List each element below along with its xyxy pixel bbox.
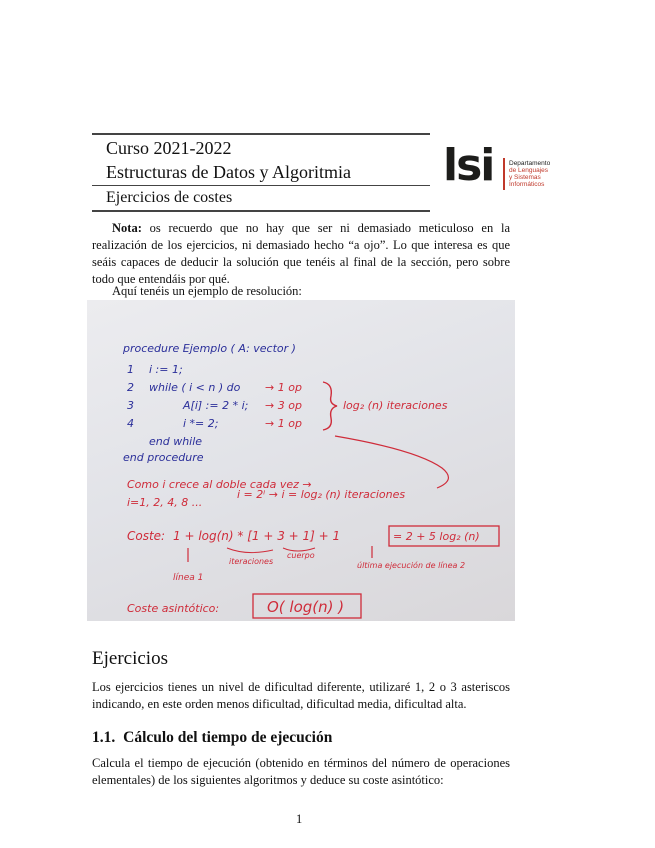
cost-line-4: → 1 op: [265, 417, 302, 430]
end-while: end while: [149, 435, 203, 448]
note-paragraph: [92, 220, 510, 288]
coste-expression: 1 + log(n) * [1 + 3 + 1] + 1: [173, 529, 341, 543]
doc-topic: Ejercicios de costes: [106, 189, 233, 206]
logo-line-3: y Sistemas: [509, 174, 541, 181]
asym-label: Coste asintótico:: [127, 602, 220, 615]
note-label: Nota:: [112, 221, 142, 235]
logo-mark: lsi: [443, 140, 494, 191]
end-procedure: end procedure: [123, 451, 204, 464]
section-paragraph: Los ejercicios tienes un nivel de dificultad diferente, utilizaré 1, 2 o 3 asteriscos indicando, en este orden menos dificultad, dificultad media, dificultad alta.: [92, 680, 510, 711]
proc-header: procedure Ejemplo ( A: vector ): [123, 342, 296, 355]
logo-line-1: Departamento: [509, 160, 551, 167]
iter-underbrace: [227, 548, 273, 553]
ann-ultima: última ejecución de línea 2: [357, 561, 466, 570]
asym-value: O( log(n) ): [267, 598, 345, 616]
como-line-1: Como i crece al doble cada vez →: [127, 478, 312, 491]
cost-line-3: → 3 op: [265, 399, 302, 412]
handwritten-example-photo: [87, 300, 515, 621]
logo-caption: [509, 160, 550, 188]
logo-divider: [503, 158, 505, 190]
course-year: Curso 2021-2022: [106, 138, 232, 158]
code-line-3: A[i] := 2 * i;: [183, 399, 249, 412]
como-line-2b: i = 2ⁱ → i = log₂ (n) iteraciones: [237, 488, 406, 501]
code-line-1: i := 1;: [149, 363, 183, 376]
line-num-1: 1: [127, 363, 134, 376]
lsi-logo: [443, 140, 563, 196]
page-number: 1: [296, 812, 303, 826]
logo-line-4: Informáticos: [509, 181, 545, 188]
line-num-2: 2: [127, 381, 134, 394]
line-num-3: 3: [127, 399, 134, 412]
coste-label: Coste:: [127, 529, 166, 543]
header-bottom-rule: [92, 210, 430, 212]
subsection-title: Cálculo del tiempo de ejecución: [123, 729, 333, 746]
como-line-2a: i=1, 2, 4, 8 ...: [127, 496, 203, 509]
ann-iteraciones: iteraciones: [229, 557, 274, 566]
subsection-number: 1.1.: [92, 729, 116, 746]
code-line-4: i *= 2;: [183, 417, 219, 430]
section-title: Ejercicios: [92, 648, 168, 669]
logo-line-2: de Lenguajes: [509, 167, 549, 174]
subsection-paragraph: Calcula el tiempo de ejecución (obtenido en términos del número de operaciones elementales) de los siguientes algoritmos y deduce su coste asintótico:: [92, 756, 510, 787]
subsection-heading: [92, 729, 332, 747]
header-top-rule: [92, 133, 430, 135]
brace-note: log₂ (n) iteraciones: [343, 399, 448, 412]
code-line-2: while ( i < n ) do: [149, 381, 241, 394]
connector-arrow: [335, 436, 448, 488]
note-text: os recuerdo que no hay que ser ni demasiado meticuloso en la realización de los ejercicios, ni demasiado hecho “a ojo”. Lo que interesa es que seáis capaces de deducir la solución que tenéis al final de la sección, pero sobre todo que entendáis por qué.: [92, 221, 511, 286]
coste-result: = 2 + 5 log₂ (n): [393, 530, 480, 543]
line-num-4: 4: [127, 417, 134, 430]
header-mid-rule: [92, 185, 430, 186]
ann-linea-1: línea 1: [173, 573, 204, 583]
cost-line-2: → 1 op: [265, 381, 302, 394]
brace-mark: [323, 382, 337, 430]
example-intro: Aquí tenéis un ejemplo de resolución:: [112, 284, 302, 298]
subject-title: Estructuras de Datos y Algoritmia: [106, 162, 351, 182]
ann-cuerpo: cuerpo: [287, 551, 315, 560]
handwriting-canvas: [87, 300, 515, 621]
